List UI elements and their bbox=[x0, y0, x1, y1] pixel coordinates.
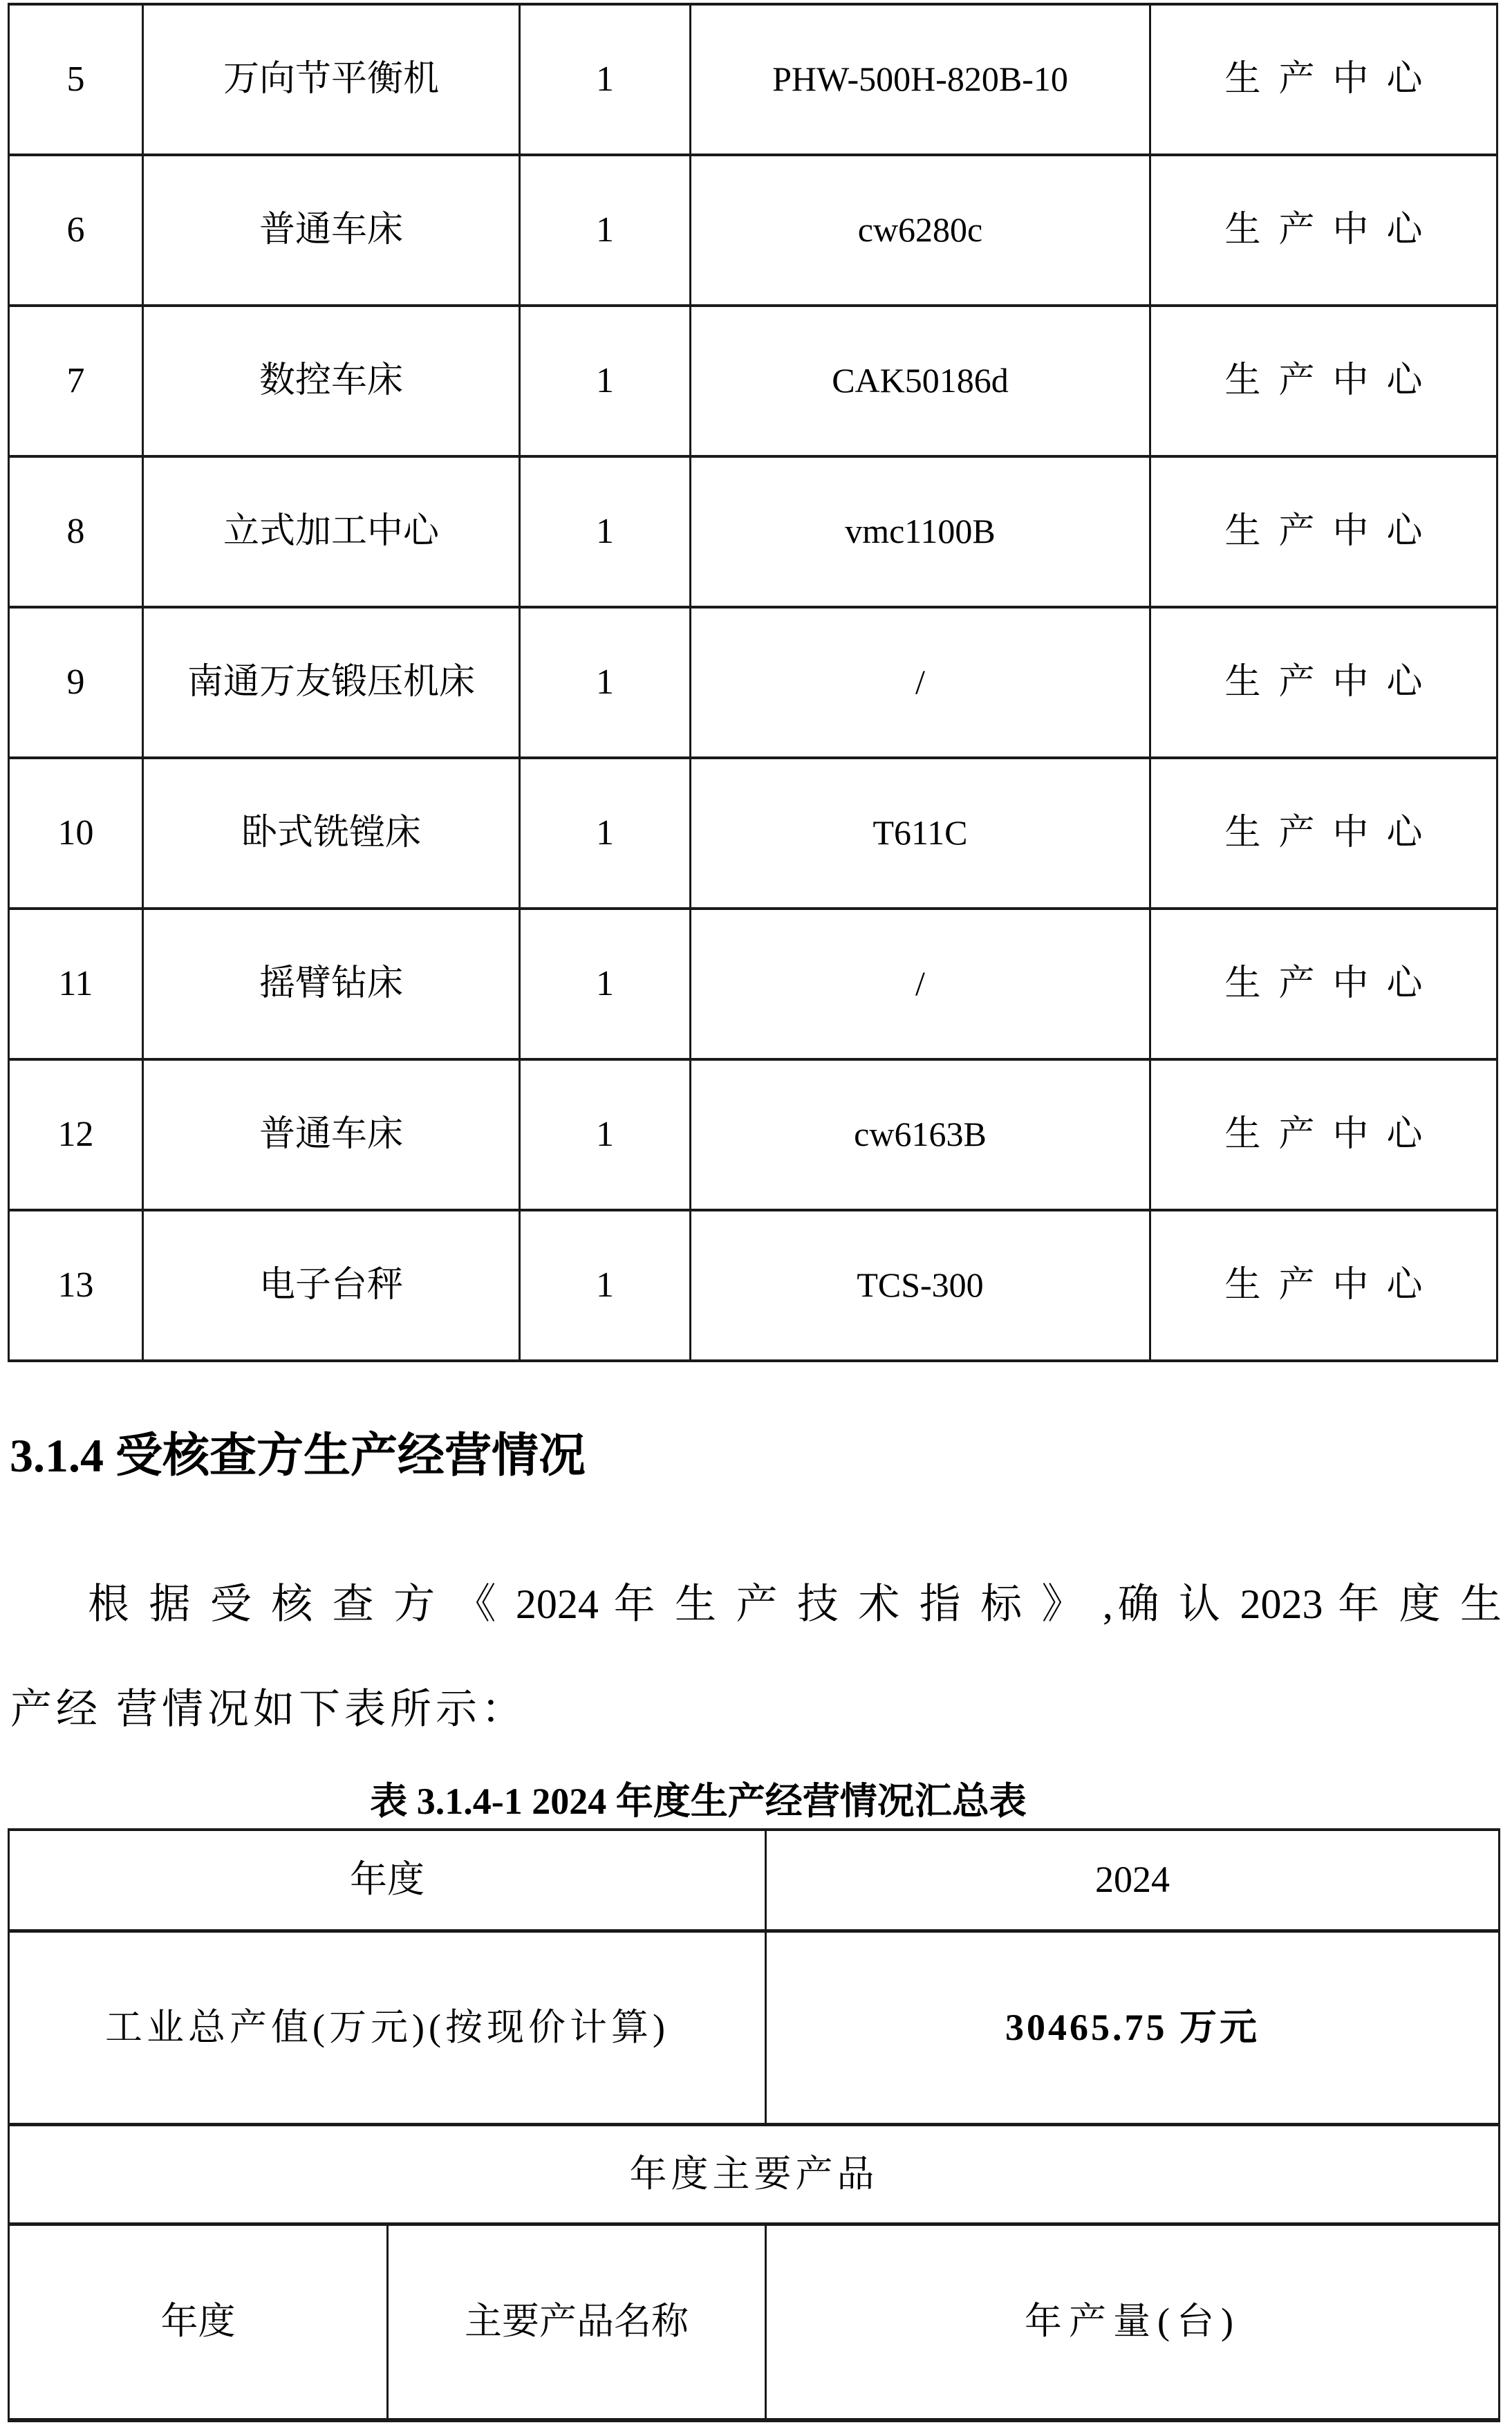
summary-row-output bbox=[9, 1931, 1500, 2124]
equip-qty: 1 bbox=[520, 758, 691, 909]
equipment-table bbox=[8, 3, 1498, 1362]
equip-qty: 1 bbox=[520, 306, 691, 456]
equip-name: 电子台秤 bbox=[143, 1210, 520, 1361]
equip-department: 生产中心 bbox=[1150, 155, 1497, 306]
equip-qty: 1 bbox=[520, 607, 691, 758]
industrial-output-label: 工业总产值(万元)(按现价计算) bbox=[9, 1931, 766, 2124]
equip-model: vmc1100B bbox=[691, 456, 1150, 607]
equip-qty: 1 bbox=[520, 456, 691, 607]
equipment-row bbox=[9, 456, 1497, 607]
year-label: 年度 bbox=[9, 1830, 766, 1931]
equip-department: 生产中心 bbox=[1150, 1059, 1497, 1210]
equip-qty: 1 bbox=[520, 4, 691, 155]
year-value: 2024 bbox=[766, 1830, 1500, 1931]
equip-model: cw6280c bbox=[691, 155, 1150, 306]
equip-no: 13 bbox=[9, 1210, 143, 1361]
equip-department: 生产中心 bbox=[1150, 4, 1497, 155]
equip-model: TCS-300 bbox=[691, 1210, 1150, 1361]
equip-no: 8 bbox=[9, 456, 143, 607]
equip-no: 7 bbox=[9, 306, 143, 456]
equip-name: 数控车床 bbox=[143, 306, 520, 456]
equipment-row bbox=[9, 1059, 1497, 1210]
equip-department: 生产中心 bbox=[1150, 306, 1497, 456]
equipment-row bbox=[9, 607, 1497, 758]
equip-no: 5 bbox=[9, 4, 143, 155]
equip-no: 12 bbox=[9, 1059, 143, 1210]
industrial-output-value: 30465.75 万元 bbox=[766, 1931, 1500, 2124]
equipment-row bbox=[9, 306, 1497, 456]
equip-department: 生产中心 bbox=[1150, 758, 1497, 909]
equip-name: 万向节平衡机 bbox=[143, 4, 520, 155]
equip-qty: 1 bbox=[520, 1210, 691, 1361]
equip-department: 生产中心 bbox=[1150, 456, 1497, 607]
equip-model: T611C bbox=[691, 758, 1150, 909]
equipment-row bbox=[9, 758, 1497, 909]
column-year: 年度 bbox=[9, 2224, 388, 2420]
equip-no: 6 bbox=[9, 155, 143, 306]
equip-name: 普通车床 bbox=[143, 1059, 520, 1210]
column-product-name: 主要产品名称 bbox=[388, 2224, 766, 2420]
equipment-row bbox=[9, 155, 1497, 306]
equip-qty: 1 bbox=[520, 909, 691, 1059]
equipment-row bbox=[9, 4, 1497, 155]
equip-no: 10 bbox=[9, 758, 143, 909]
equip-name: 南通万友锻压机床 bbox=[143, 607, 520, 758]
equip-qty: 1 bbox=[520, 1059, 691, 1210]
paragraph-line-2: 产经 营情况如下表所示： bbox=[10, 1687, 527, 1732]
summary-table-caption: 表 3.1.4-1 2024 年度生产经营情况汇总表 bbox=[370, 1781, 1027, 1822]
summary-row-columns bbox=[9, 2224, 1500, 2420]
products-header: 年度主要产品 bbox=[9, 2124, 1500, 2224]
equip-model: cw6163B bbox=[691, 1059, 1150, 1210]
equip-name: 普通车床 bbox=[143, 155, 520, 306]
equipment-row bbox=[9, 909, 1497, 1059]
equip-model: CAK50186d bbox=[691, 306, 1150, 456]
equip-model: / bbox=[691, 607, 1150, 758]
equip-department: 生产中心 bbox=[1150, 607, 1497, 758]
equip-name: 卧式铣镗床 bbox=[143, 758, 520, 909]
equip-department: 生产中心 bbox=[1150, 1210, 1497, 1361]
equip-model: PHW-500H-820B-10 bbox=[691, 4, 1150, 155]
equip-no: 11 bbox=[9, 909, 143, 1059]
equip-department: 生产中心 bbox=[1150, 909, 1497, 1059]
equip-no: 9 bbox=[9, 607, 143, 758]
column-annual-output: 年产量(台) bbox=[766, 2224, 1500, 2420]
summary-row-products-header bbox=[9, 2124, 1500, 2224]
equip-name: 立式加工中心 bbox=[143, 456, 520, 607]
summary-table bbox=[8, 1828, 1500, 2422]
summary-row-year bbox=[9, 1830, 1500, 1931]
paragraph-line-1: 根 据 受 核 查 方 《 2024 年 生 产 技 术 指 标 》 ,确 认 2023 年 度 生 bbox=[88, 1581, 1502, 1627]
equipment-row bbox=[9, 1210, 1497, 1361]
section-heading: 3.1.4 受核查方生产经营情况 bbox=[10, 1429, 586, 1482]
equip-model: / bbox=[691, 909, 1150, 1059]
equip-name: 摇臂钻床 bbox=[143, 909, 520, 1059]
equip-qty: 1 bbox=[520, 155, 691, 306]
